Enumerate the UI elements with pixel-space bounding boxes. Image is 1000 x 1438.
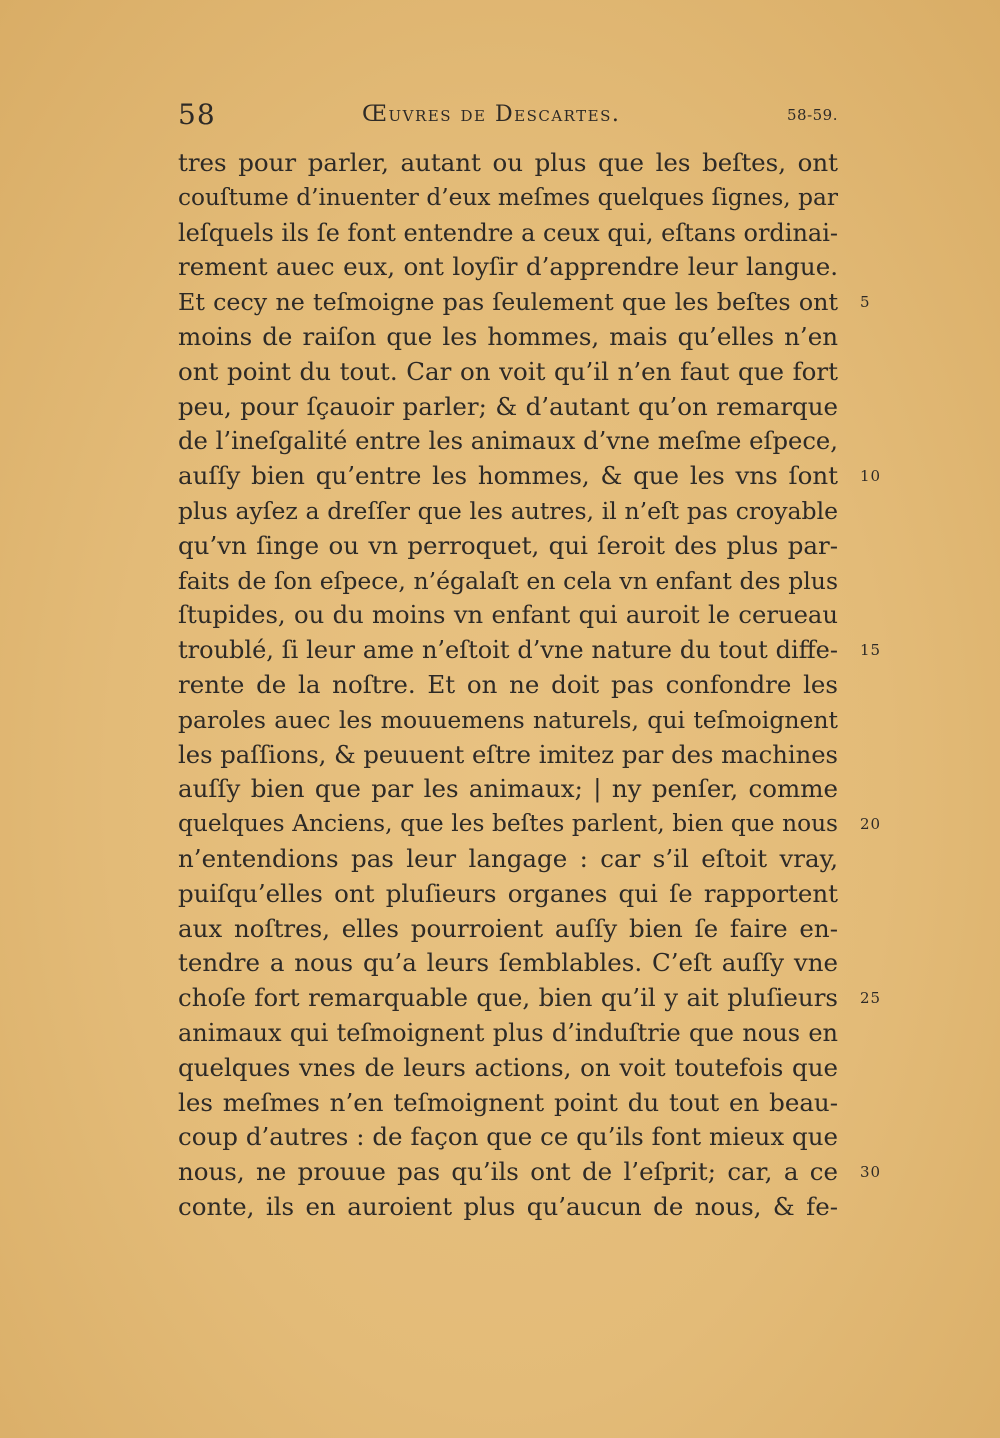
body-text <box>178 146 882 1225</box>
line-number: 30 <box>860 1163 882 1182</box>
line-number: 15 <box>860 641 882 660</box>
text-line <box>178 598 838 633</box>
line-number: 5 <box>860 293 871 312</box>
line-text: auſſy bien qu’entre les hommes, & que les vns ſont <box>178 461 838 491</box>
line-text: troublé, ſi leur ame n’eſtoit d’vne nature du tout diffe- <box>178 636 838 665</box>
line-text: les paſſions, & peuuent eſtre imitez par des machines <box>178 739 838 769</box>
line-text: quelques vnes de leurs actions, on voit toutefois que <box>178 1052 838 1082</box>
text-line <box>178 320 838 355</box>
line-text: auſſy bien que par les animaux; | ny penſer, comme <box>178 774 838 804</box>
line-text: tres pour parler, autant ou plus que les beſtes, ont <box>178 148 838 177</box>
text-line <box>178 459 882 494</box>
text-line <box>178 250 838 285</box>
text-line <box>178 181 838 216</box>
text-line <box>178 285 871 320</box>
line-number: 20 <box>860 815 882 834</box>
line-text: animaux qui teſmoignent plus d’induſtrie que nous en <box>178 1018 838 1047</box>
text-line <box>178 494 838 529</box>
running-header <box>178 98 838 138</box>
line-text: ſtupides, ou du moins vn enfant qui auroit le cerueau <box>178 600 838 630</box>
line-text: faits de ſon eſpece, n’égalaſt en cela vn enfant des plus <box>178 566 838 595</box>
text-line <box>178 216 838 251</box>
line-text: nous, ne prouue pas qu’ils ont de l’eſprit; car, a ce <box>178 1157 838 1187</box>
line-text: Et cecy ne teſmoigne pas ſeulement que les beſtes ont <box>178 288 838 317</box>
text-line <box>178 912 838 947</box>
text-line <box>178 877 838 912</box>
text-line <box>178 1120 838 1155</box>
line-text: coup d’autres : de façon que ce qu’ils font mieux que <box>178 1122 838 1152</box>
page-number: 58 <box>178 98 216 131</box>
text-line <box>178 703 838 738</box>
line-text: plus ayſez a dreſſer que les autres, il n’eſt pas croyable <box>178 496 838 525</box>
line-text: quelques Anciens, que les beſtes parlent, bien que nous <box>178 810 838 838</box>
line-text: couſtume d’inuenter d’eux meſmes quelques ſignes, par <box>178 183 838 211</box>
line-text: les meſmes n’en teſmoignent point du tout en beau- <box>178 1087 838 1117</box>
text-line <box>178 807 882 842</box>
running-title: Œuvres de Descartes. <box>362 102 621 127</box>
line-text: peu, pour ſçauoir parler; & d’autant qu’on remarque <box>178 391 838 421</box>
line-text: paroles auec les mouuemens naturels, qui teſmoignent <box>178 705 838 734</box>
text-line <box>178 1051 838 1086</box>
text-line <box>178 1155 882 1190</box>
text-line <box>178 633 882 668</box>
line-text: rente de la noſtre. Et on ne doit pas confondre les <box>178 669 838 699</box>
line-number: 10 <box>860 467 882 486</box>
text-line <box>178 981 882 1016</box>
text-line <box>178 390 838 425</box>
line-text: rement auec eux, ont loyſir d’apprendre leur langue. <box>178 252 838 282</box>
line-text: ont point du tout. Car on voit qu’il n’en faut que fort <box>178 356 838 386</box>
text-line <box>178 738 838 773</box>
line-text: puiſqu’elles ont pluſieurs organes qui ſe rapportent <box>178 878 838 908</box>
text-line <box>178 946 838 981</box>
text-line <box>178 772 838 807</box>
text-line <box>178 355 838 390</box>
text-line <box>178 668 838 703</box>
line-text: qu’vn ſinge ou vn perroquet, qui ſeroit des plus par- <box>178 530 838 560</box>
text-line <box>178 1190 838 1225</box>
text-line <box>178 1016 838 1051</box>
text-line <box>178 424 838 459</box>
line-text: n’entendions pas leur langage : car s’il eſtoit vray, <box>178 843 838 873</box>
text-line <box>178 842 838 877</box>
line-text: tendre a nous qu’a leurs ſemblables. C’eſt auſſy vne <box>178 948 838 978</box>
line-text: moins de raiſon que les hommes, mais qu’elles n’en <box>178 321 838 351</box>
text-line <box>178 529 838 564</box>
text-line <box>178 1086 838 1121</box>
edition-page-range: 58-59. <box>786 106 838 124</box>
line-text: choſe fort remarquable que, bien qu’il y ait pluſieurs <box>178 983 838 1013</box>
text-line <box>178 146 838 181</box>
line-text: aux noſtres, elles pourroient auſſy bien ſe faire en- <box>178 913 838 943</box>
line-text: conte, ils en auroient plus qu’aucun de nous, & fe- <box>178 1191 838 1221</box>
line-text: leſquels ils ſe font entendre a ceux qui, eſtans ordinai- <box>178 218 839 247</box>
line-text: de l’ineſgalité entre les animaux d’vne meſme eſpece, <box>178 426 838 456</box>
line-number: 25 <box>860 989 882 1008</box>
text-line <box>178 564 838 599</box>
